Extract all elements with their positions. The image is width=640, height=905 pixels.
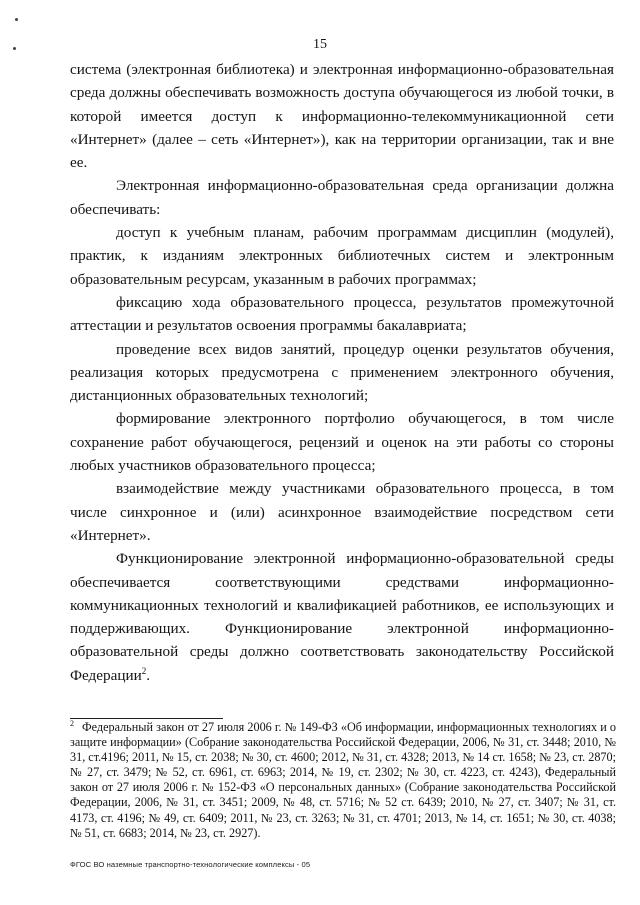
list-item: взаимодействие между участниками образовательного процесса, в том числе синхронное и (или) асинхронное взаимодействие посредством сети «Интернет». bbox=[70, 480, 614, 544]
footnote-reference: 2 bbox=[141, 665, 147, 676]
paragraph: система (электронная библиотека) и электронная информационно-образовательная среда должны обеспечивать возможность доступа обучающегося из любой точки, в которой имеется доступ к информационно-телекоммуникационной сети «Интернет» (далее – сеть «Интернет»), как на территории организации, так и вне ее. bbox=[70, 61, 614, 172]
list-item: проведение всех видов занятий, процедур оценки результатов обучения, реализация которых предусмотрена с применением электронного обучения, дистанционных образовательных технологий; bbox=[70, 340, 614, 405]
list-item: доступ к учебным планам, рабочим программам дисциплин (модулей), практик, к изданиям электронных библиотечных систем и электронным образовательным ресурсам, указанным в рабочих программах; bbox=[70, 224, 614, 288]
page-number: 15 bbox=[313, 37, 327, 52]
paragraph bbox=[70, 547, 614, 687]
footnote bbox=[70, 720, 616, 841]
paragraph-text: Функционирование электронной информационно-образовательной среды обеспечивается соответствующими средствами информационно-коммуникационных технологий и квалификацией работников, ее использующих и поддерживающих. Функционирование электронной информационно-образовательной среды должно соответствовать законодательству Российской Федерации bbox=[70, 550, 614, 684]
list-item: формирование электронного портфолио обучающегося, в том числе сохранение работ обучающегося, рецензий и оценок на эти работы со стороны любых участников образовательного процесса; bbox=[70, 410, 614, 475]
footnote-text: Федеральный закон от 27 июля 2006 г. № 149-ФЗ «Об информации, информационных технологиях и о защите информации» (Собрание законодательства Российской Федерации, 2006, № 31, ст. 3448; 2010, № 31, ст.4196; 2011, № 15, ст. 2038; № 30, ст. 4600; 2012, № 31, ст. 4328; 2013, № 14 ст. 1658; № 23, ст. 2870; № 27, ст. 3479; № 52, ст. 6961, ст. 6963; 2014, № 19, ст. 2302; № 30, ст. 4223, ст. 4243), Федеральный закон от 27 июля 2006 г. № 152-ФЗ «О персональных данных» (Собрание законодательства Российской Федерации, 2006, № 31, ст. 3451; 2009, № 48, ст. 5716; № 52 ст. 6439; 2010, № 27, ст. 3407; № 31, ст. 4173, ст. 4196; № 49, ст. 6409; 2011, № 23, ст. 3263; № 31, ст. 4701; 2013, № 14, ст. 1651; № 30, ст. 4038; № 51, ст. 6683; 2014, № 23, ст. 2927). bbox=[70, 720, 616, 840]
paragraph: Электронная информационно-образовательная среда организации должна обеспечивать: bbox=[70, 177, 614, 218]
footnote-separator bbox=[70, 718, 223, 719]
page-footer: ФГОС ВО наземные транспортно-технологические комплексы - 05 bbox=[70, 860, 311, 869]
scan-speck bbox=[15, 18, 18, 21]
list-item: фиксацию хода образовательного процесса, результатов промежуточной аттестации и результатов освоения программы бакалавриата; bbox=[70, 293, 614, 335]
footnote-marker: 2 bbox=[70, 719, 74, 728]
paragraph-end: . bbox=[146, 666, 151, 684]
main-text bbox=[70, 58, 614, 687]
